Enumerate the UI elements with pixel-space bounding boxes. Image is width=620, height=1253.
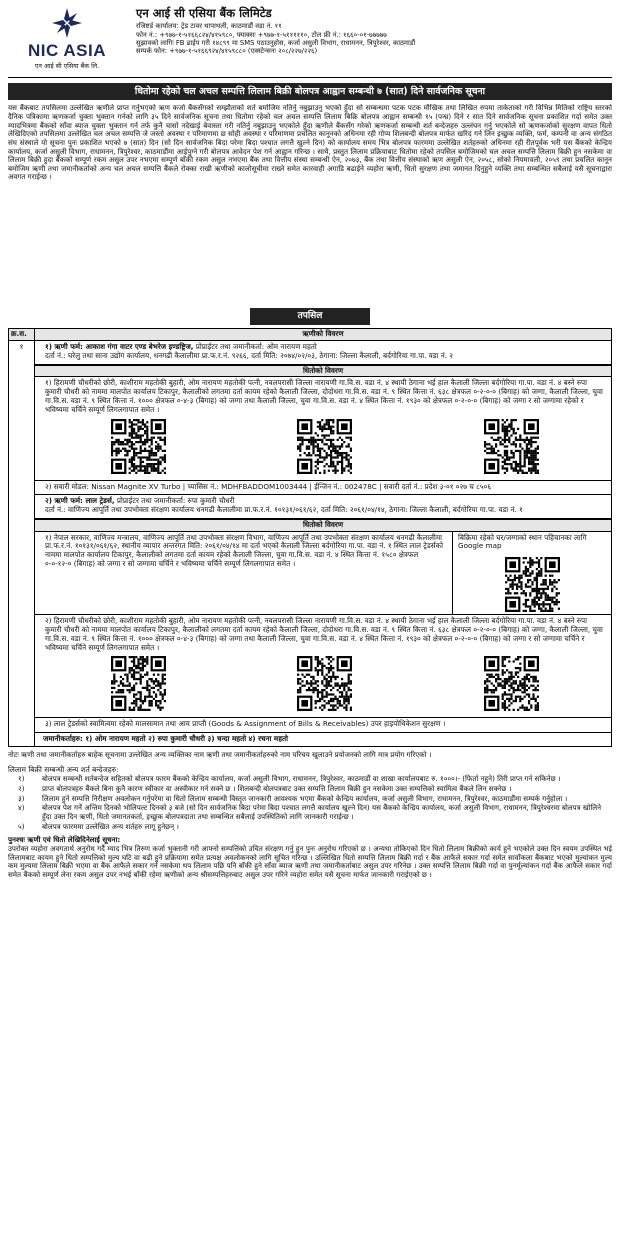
qr-code-icon[interactable] bbox=[484, 656, 539, 711]
qr-code-icon[interactable] bbox=[297, 656, 352, 711]
header bbox=[8, 6, 612, 78]
borrower-2-proprietor: प्रोप्राईटर तथा जमानीकर्ता: रुपा कुमारी चौधरी bbox=[114, 496, 235, 506]
collateral-2-land-text: १) नेपाल सरकार, वाणिज्य मन्त्रालय, वाणिज्य आपूर्ति तथा उपभोक्ता संरक्षण विभाग, वाणिज्य आपूर्ति तथा उपभोक्ता संरक्षण कार्यालय धनगढी कैलालीमा प्रा.फ.र.नं. १०१३१/०६१/६२, स्थानीय व्यापार अन्तरगत मिति: २०६१/०४/१४ मा दर्ता भएको कैलाली जिल्ला बर्दगोरिया गा.पा. वडा नं. १ स्थित लाल ट्रेडर्सको नाममा मालपोत कार्यालय टिकापुर, कैलालीको लगतमा दर्ता कायम रहेको कैलाली जिल्ला, चुवा गा.वि.स. वडा नं. ४ स्थित कित्ता नं. १५८० क्षेत्रफल ०-०-१२-० (बिगाह) को जग्गा र सो जग्गामा चर्चिने र भविष्यमा चर्चिने सम्पूर्ण लिगलगापात समेत । bbox=[35, 532, 453, 615]
serial-number: १ bbox=[9, 341, 35, 746]
map-qr-code-icon[interactable] bbox=[505, 557, 560, 612]
guarantors-line: जमानीकर्ताहरु: १) ओम नारायण महतो २) रुपा कुमारी चौधरी ३) चन्दा महतो ४) रचना महतो bbox=[43, 734, 289, 744]
qr-code-icon[interactable] bbox=[111, 656, 166, 711]
collateral-2-qr-row bbox=[45, 652, 605, 714]
bank-logo bbox=[8, 6, 126, 71]
table-content bbox=[35, 341, 611, 746]
collateral-2-title: धितोको विवरण bbox=[35, 519, 611, 532]
postscript-title: पुनश्चः ऋणी एवं धितो लेखिदिनेलाई सूचना: bbox=[8, 835, 121, 845]
header-line-office: रजिष्टर्ड कार्यालय: ट्रेड टावर थापाथली, काठमाडौं वडा नं. ११ bbox=[136, 22, 282, 31]
collateral-1-vehicle: २) सवारी मोडल: Nissan Magnite XV Turbo | च्यासिस नं.: MDHFBADDOM1003444 | ईन्जिन नं.: 002478C | सवारी दर्ता नं.: प्रदेश ३-०१ ०२७ च ८५०६ bbox=[35, 481, 611, 496]
bank-contact-info bbox=[126, 6, 612, 56]
collateral-2b-text: २) हिरामणी चौधरीको छोरी, काशीराम महतोकी बुहारी, ओम नारायण महतोकी पत्नी, नवलपरासी जिल्ला नारायणी गा.वि.स. वडा नं. ४ स्थायी ठेगाना भई हाल कैलाली जिल्ला बर्दगोरिया गा.पा. वडा नं. ४ बस्ने रुपा कुमारी चौधरी को नाममा मालपोत कार्यालय टिकापुर, कैलालीको लगतमा दर्ता कायम रहेको कैलाली जिल्ला, दोदोधरा गा.वि.स. वडा नं. ९ स्थित कित्ता नं. ६३८ क्षेत्रफल ०-२-०-० (बिगाह) को जग्गा, कैलाली जिल्ला, चुवा गा.वि.स. वडा नं. ९ स्थित कित्ता नं. १००० क्षेत्रफल ०-४-३ (बिगाह) को जग्गा तथा कैलाली जिल्ला, चुवा गा.वि.स. वडा नं. ४ स्थित कित्ता नं. १९३० को क्षेत्रफल ०-२-०-० (बिगाह) को जग्गा र सो जग्गामा चर्चिने र भविष्यमा चर्चिने सम्पूर्ण लिगलगापात समेत । bbox=[45, 616, 603, 652]
term-text: बोलपत्र सम्बन्धी शर्तबन्देज सहितको बोलपत्र फारम बैंकको केन्द्रिय कार्यालय, कर्जा असुली विभाग, राधामनन, त्रिपुरेश्वर, काठमाडौं वा शाखा कार्यालयबाट रु. १०००।- (फिर्ता नहुने) तिरी प्राप्त गर्न सकिनेछ । bbox=[42, 774, 561, 784]
term-number: ४) bbox=[18, 803, 25, 813]
table-header bbox=[9, 329, 611, 341]
borrower-1-proprietor: प्रोप्राईटर तथा जमानीकर्ता: ओम नारायण महतो bbox=[193, 342, 317, 352]
term-item bbox=[8, 823, 612, 832]
borrower-2-label: २) ऋणी फर्म: bbox=[45, 496, 86, 506]
header-line-phone: फोन नं.: +९७७-१-५१६६८२४/४१५९८०, फ्याक्सः +९७७-१-५१११११०, टोल फ्री नं.: १६६०-०१-७७७७७ bbox=[136, 30, 387, 39]
collateral-1-land bbox=[35, 377, 611, 480]
col-borrower-header: ऋणीको विवरण bbox=[302, 329, 344, 339]
collateral-2-land-b bbox=[35, 615, 611, 718]
schedule-table bbox=[8, 328, 612, 747]
borrower-2 bbox=[35, 495, 611, 519]
term-number: ५) bbox=[18, 821, 25, 831]
term-number: २) bbox=[18, 784, 25, 794]
qr-code-icon[interactable] bbox=[111, 419, 166, 474]
header-line-suggestion: सुझावको लागिः FB ढाईप गरी १४८९९ मा SMS पठाउनुहोस, कर्जा असुली विभाग, राधामनन, त्रिपुरेश्वर, काठमाडौं bbox=[136, 38, 416, 47]
intro-paragraph: यस बैंकबाट तपसिलमा उल्लेखित ऋणीले प्राप्त गर्नुभएको ऋण कर्जा बैंकसँगको सम्झौताको शर्त बमोजिम नतिर्नु नबुझाउनु भएको हुँदा सो सम्बन्धमा पटक पटक मौखिक तथा लिखित रुपमा ताकेताको गरी विभिन्न मितिको राष्ट्रिय स्तरको दैनिक पत्रिकामा ऋणकर्जा चुक्ता भुक्तान गर्नको लागि ३५ दिने सार्वजनिक सूचना तथा धितोमा रहेको चल अचल सम्पत्ति लिलाम बिक्रि बोलपत्र आह्वान सम्बन्धी १५ (पन्ध्र) दिने र सात दिने सार्वजनिक सूचना प्रकाशित गर्दा समेत उक्त म्यादभित्रमा बैंकको साँवा ब्याज चुक्ता भुक्तान गर्न तर्फ कुनै चासो नदेखाई बेवास्ता गरी नतिर्नु नबुझाउनु भएकोले हुँदा ऋणीले बैंकसँग गरेको ऋणकर्जा सम्बन्धी शर्त बन्देजहरु उल्लंघन गर्नु भएकोले सो ऋणकर्जाको सुरक्षण वापत धितो लेखिदिएको तपसिलमा उल्लेखित चल अचल सम्पत्ति जे जस्तो अवस्था र परिमाणमा छ सोही अवस्था र परिमाणमा प्रचलित कानूनको अधिनमा रही गोप्य शिलबन्दी बोलपत्र मार्फत खरिद गर्न लिन इच्छुक व्यक्ति, फर्म, कम्पनी वा अन्य संगठित संघ संस्थाले यो सूचना पुनः प्रकाशित भएको ७ (सात) दिन (सो दिन सार्वजनिक बिदा परेमा बिदा पश्चात लगत्तै खुल्ने दिन) को कार्यालय समय भित्र बोलपत्र फारममा उल्लेखित शर्तहरुको अधिनमा रही रीतपूर्वक भरी यस बैंकको केन्द्रिय कार्यालय, कर्जा असुली विभाग, राधामनन, त्रिपुरेश्वर, काठमाडौंमा आईपुग्ने गरी बोलपत्र आवेदन पेश गर्न आह्वान गरिन्छ । साथै, प्रस्तुत लिलाम प्रक्रियाबाट धितोमा रहेको तपसिल बमोजिमको चल अचल सम्पत्ति लिलाम बिक्री हुन नसकेमा वा लिलाम बिक्री हुदा बैंकको सम्पूर्ण रकम असुल उपर नभएमा सम्पूर्ण बाँकी रकम असुल नभएमा बैंक तथा वित्तीय संस्था सम्बन्धी ऐन, २०७३, बैंक तथा वित्तीय संस्थाको ऋण असुली ऐन, २०५८, सोको नियमावली, २०५९ तथा प्रचलित कानून बमोजिम ऋणी तथा जमानीकर्ताको अन्य चल अचल सम्पत्ति बैंकले रोक्का राखी ऋणीको कालोसूचीमा राख्ने समेत कारवाही अगाडि बढाईने व्यहोरा ऋणी, धितो सुरक्षण तथा जमानत दिनुहुने व्यक्ति तथा सम्बन्धित सबैलाई यसै सूचनाद्वारा अवगत गराईन्छ । bbox=[8, 104, 612, 182]
borrower-1-registration: दर्ता नं.: घरेलु तथा साना उद्योग कार्यालय, धनगढी कैलालीमा प्रा.फ.र.नं. ९२६६, दर्ता मिति: २०७४/०२/०३, ठेगाना: जिल्ला कैलाली, बर्दगोरिया गा.पा. वडा नं. २ bbox=[45, 350, 453, 360]
qr-code-icon[interactable] bbox=[297, 419, 352, 474]
col-serial-header: क्र.स. bbox=[9, 329, 35, 340]
borrower-1-label: १) ऋणी फर्म: bbox=[45, 342, 86, 352]
collateral-1-title: धितोको विवरण bbox=[35, 365, 611, 378]
postscript bbox=[8, 836, 612, 879]
nic-asia-logo-icon bbox=[50, 6, 84, 40]
google-map-caption: बिक्रिमा रहेको घर/जग्गाको स्थान पहिचानका लागि Google map bbox=[458, 532, 587, 551]
borrower-2-registration: दर्ता नं.: वाणिज्य आपूर्ति तथा उपभोक्ता संरक्षण कार्यालय धनगढी कैलालीमा प्रा.फ.र.नं. १०१३१/०६१/६२, दर्ता मिति: २०६१/०४/१४, ठेगाना: जिल्ला कैलाली, बर्दगोरिया गा.पा. वडा नं. १ bbox=[45, 505, 523, 515]
term-item bbox=[8, 795, 612, 804]
header-line-contact: सम्पर्क फोन: +९७७-१-५१६६९२४/४१५९८८० (एक्स्टेन्सनः २०८/२२७/२२६) bbox=[136, 47, 318, 56]
postscript-body: उपरोक्त व्यहोरा अवगतार्थ अनुरोध गर्दै म्याद भित्र तिरुण कर्जा भुक्तानी गरी आफ्नो सम्पत्तिको उचित संरक्षण गर्नु हुन पुनः अनुरोध गरिएको छ । अन्यथा तोकिएको दिन धितो लिलाम बिक्रीको कार्य हुने भएकोले उक्त दिन स्वयम उपस्थित भई लिलामबाट कायम हुने धितो सम्पत्तिको मुल्य घटि वा बढी हुने प्रक्रियामा समेत प्रत्यक्ष अवलोकनको लागि सूचित गरिन्छ । उल्लिखित धितो सम्पत्ति लिलाम बिक्री गर्दा र बैंक आफैले सकार गर्दा समेत सावाँकला बैंकबाट भएको मुल्यांकन मुल्य कम मुल्यमा लिलाम बिक्री भएमा वा बैंक आफैले सकार गर्न नसकेमा थप लिलाम पछि पनि बाँकी हुने साँवा ब्याज ऋणी तथा जमानीकर्ताबाट असुल उपर गरिनेछ । उक्त सम्पत्ति लिलाम बिक्री गर्दा वा पुनर्मूल्यांकन गर्दा बैंक आफैले सकार गर्दा समेत बैंकको सम्पूर्ण लेना रकम असुल उपर नभई बाँकी रहेमा ऋणीको अन्य श्रीसम्पत्तिहरुबाट असुल उपर गरिने व्यहोरा समेत यसै सूचना मार्फत जानकारी गराईएको छ । bbox=[8, 843, 612, 879]
term-text: लिलाम हुने सम्पत्ति निरीक्षण अवलोकन गर्नुपरेमा वा धितो लिलाम सम्बन्धी विस्तृत जानकारी आवश्यक भएमा बैंकको केन्द्रिय कार्यालय, कर्जा असुली विभाग, राधामनन, त्रिपुरेश्वर, काठमाडौंमा सम्पर्क गर्नुहोला । bbox=[42, 793, 568, 803]
term-number: १) bbox=[18, 774, 25, 784]
term-text: प्राप्त बोलपत्रहरु बैंकले बिना कुनै कारण स्वीकार वा अस्वीकार गर्न सक्ने छ । शिलबन्दी बोलपत्रबाट उक्त सम्पत्ति लिलाम बिक्री हुन नसकेमा उक्त सम्पत्तिको स्वामित्व बैंकले लिन सक्नेछ । bbox=[42, 784, 512, 794]
terms-title: लिलाम बिक्री सम्बन्धी अन्य शर्त बन्देजहरु: bbox=[8, 764, 119, 774]
logo-subtitle: एन आई सी एसिया बैंक लि. bbox=[34, 61, 100, 70]
borrower-1-name: आकाश गंगा वाटर एण्ड बेभरेज इण्डष्ट्रिज, bbox=[85, 342, 194, 352]
logo-text: NIC ASIA bbox=[28, 41, 106, 60]
schedule-heading: तपसिल bbox=[250, 308, 370, 325]
term-item bbox=[8, 775, 612, 784]
collateral-1-qr-row bbox=[45, 415, 605, 477]
google-map-box bbox=[453, 532, 611, 615]
table-body bbox=[9, 341, 611, 746]
collateral-1-text: १) हिरामणी चौधरीको छोरी, काशीराम महतोकी बुहारी, ओम नारायण महतोकी पत्नी, नवलपरासी जिल्ला नारायणी गा.वि.स. वडा नं. ४ स्थायी ठेगाना भई हाल कैलाली जिल्ला बर्दगोरिया गा.पा. वडा नं. ४ बस्ने रुपा कुमारी चौधरी को नाममा मालपोत कार्यालय टिकापुर, कैलालीको लगतमा दर्ता कायम रहेको कैलाली जिल्ला, दोदोधरा गा.वि.स. वडा नं. ९ स्थित कित्ता नं. ६३८ क्षेत्रफल ०-२-०-० (बिगाह) को जग्गा, कैलाली जिल्ला, चुवा गा.वि.स. वडा नं. ९ स्थित कित्ता नं. १००० क्षेत्रफल ०-४-३ (बिगाह) को जग्गा तथा कैलाली जिल्ला, चुवा गा.वि.स. वडा नं. ४ स्थित कित्ता नं. १९३० को क्षेत्रफल ०-२-०-० (बिगाह) को जग्गा र सो जग्गामा रहेको र भविष्यमा चर्चिने सम्पूर्ण लिगलगापात समेत । bbox=[45, 378, 603, 414]
borrower-1 bbox=[35, 341, 611, 365]
term-text: बोलपत्र पेश गर्ने अन्तिम दिनको भोलिपल्ट दिनको ३ बजे (सो दिन सार्वजनिक बिदा परेमा बिदा पश्चात लगत्तै कार्यालय खुल्ने दिन) यस बैंकको केन्द्रिय कार्यालय, कर्जा असुली विभाग, राधामनन, त्रिपुरेश्वरमा बोलपत्र खोलिने हुँदा उक्त दिन ऋणी, धितो जमानतकर्ता, इच्छुक बोलपत्रदाता तथा सम्बन्धित सबैलाई उपस्थितिको लागि जानकारी गराईन्छ । bbox=[42, 803, 602, 822]
term-item bbox=[8, 785, 612, 794]
collateral-2-hypothecation: ३) लाल ट्रेडर्सको स्वामित्वमा रहेको मालसामान तथा आय प्राप्ती (Goods & Assignment of Bills & Receivables) उपर हाइपोथिकेशन सुरक्षण । bbox=[35, 718, 611, 733]
bank-name: एन आई सी एसिया बैंक लिमिटेड bbox=[136, 6, 272, 20]
term-text: बोलपत्र फारममा उल्लेखित अन्य शर्तहरु लागू हुनेछन् । bbox=[42, 821, 179, 831]
notice-title-banner: धितोमा रहेको चल अचल सम्पत्ति लिलाम बिक्री बोलपत्र आह्वान सम्बन्धी ७ (सात) दिने सार्वजनिक सूचना bbox=[8, 83, 612, 100]
borrower-2-name: लाल ट्रेडर्स, bbox=[85, 496, 115, 506]
google-map-qr-wrap bbox=[458, 557, 606, 612]
qr-code-icon[interactable] bbox=[484, 419, 539, 474]
note-paragraph: नोटः ऋणी तथा जमानीकर्ताहरु बाहेक सूचनामा उल्लेखित अन्य व्यक्तिका नाम ऋणी तथा जमानीकर्ताहरुको नाम परिचय खुलाउने प्रयोजनको लागि मात्र प्रयोग गरिएको । bbox=[8, 749, 432, 759]
term-item bbox=[8, 804, 612, 821]
term-number: ३) bbox=[18, 793, 25, 803]
collateral-2-split bbox=[35, 532, 611, 616]
